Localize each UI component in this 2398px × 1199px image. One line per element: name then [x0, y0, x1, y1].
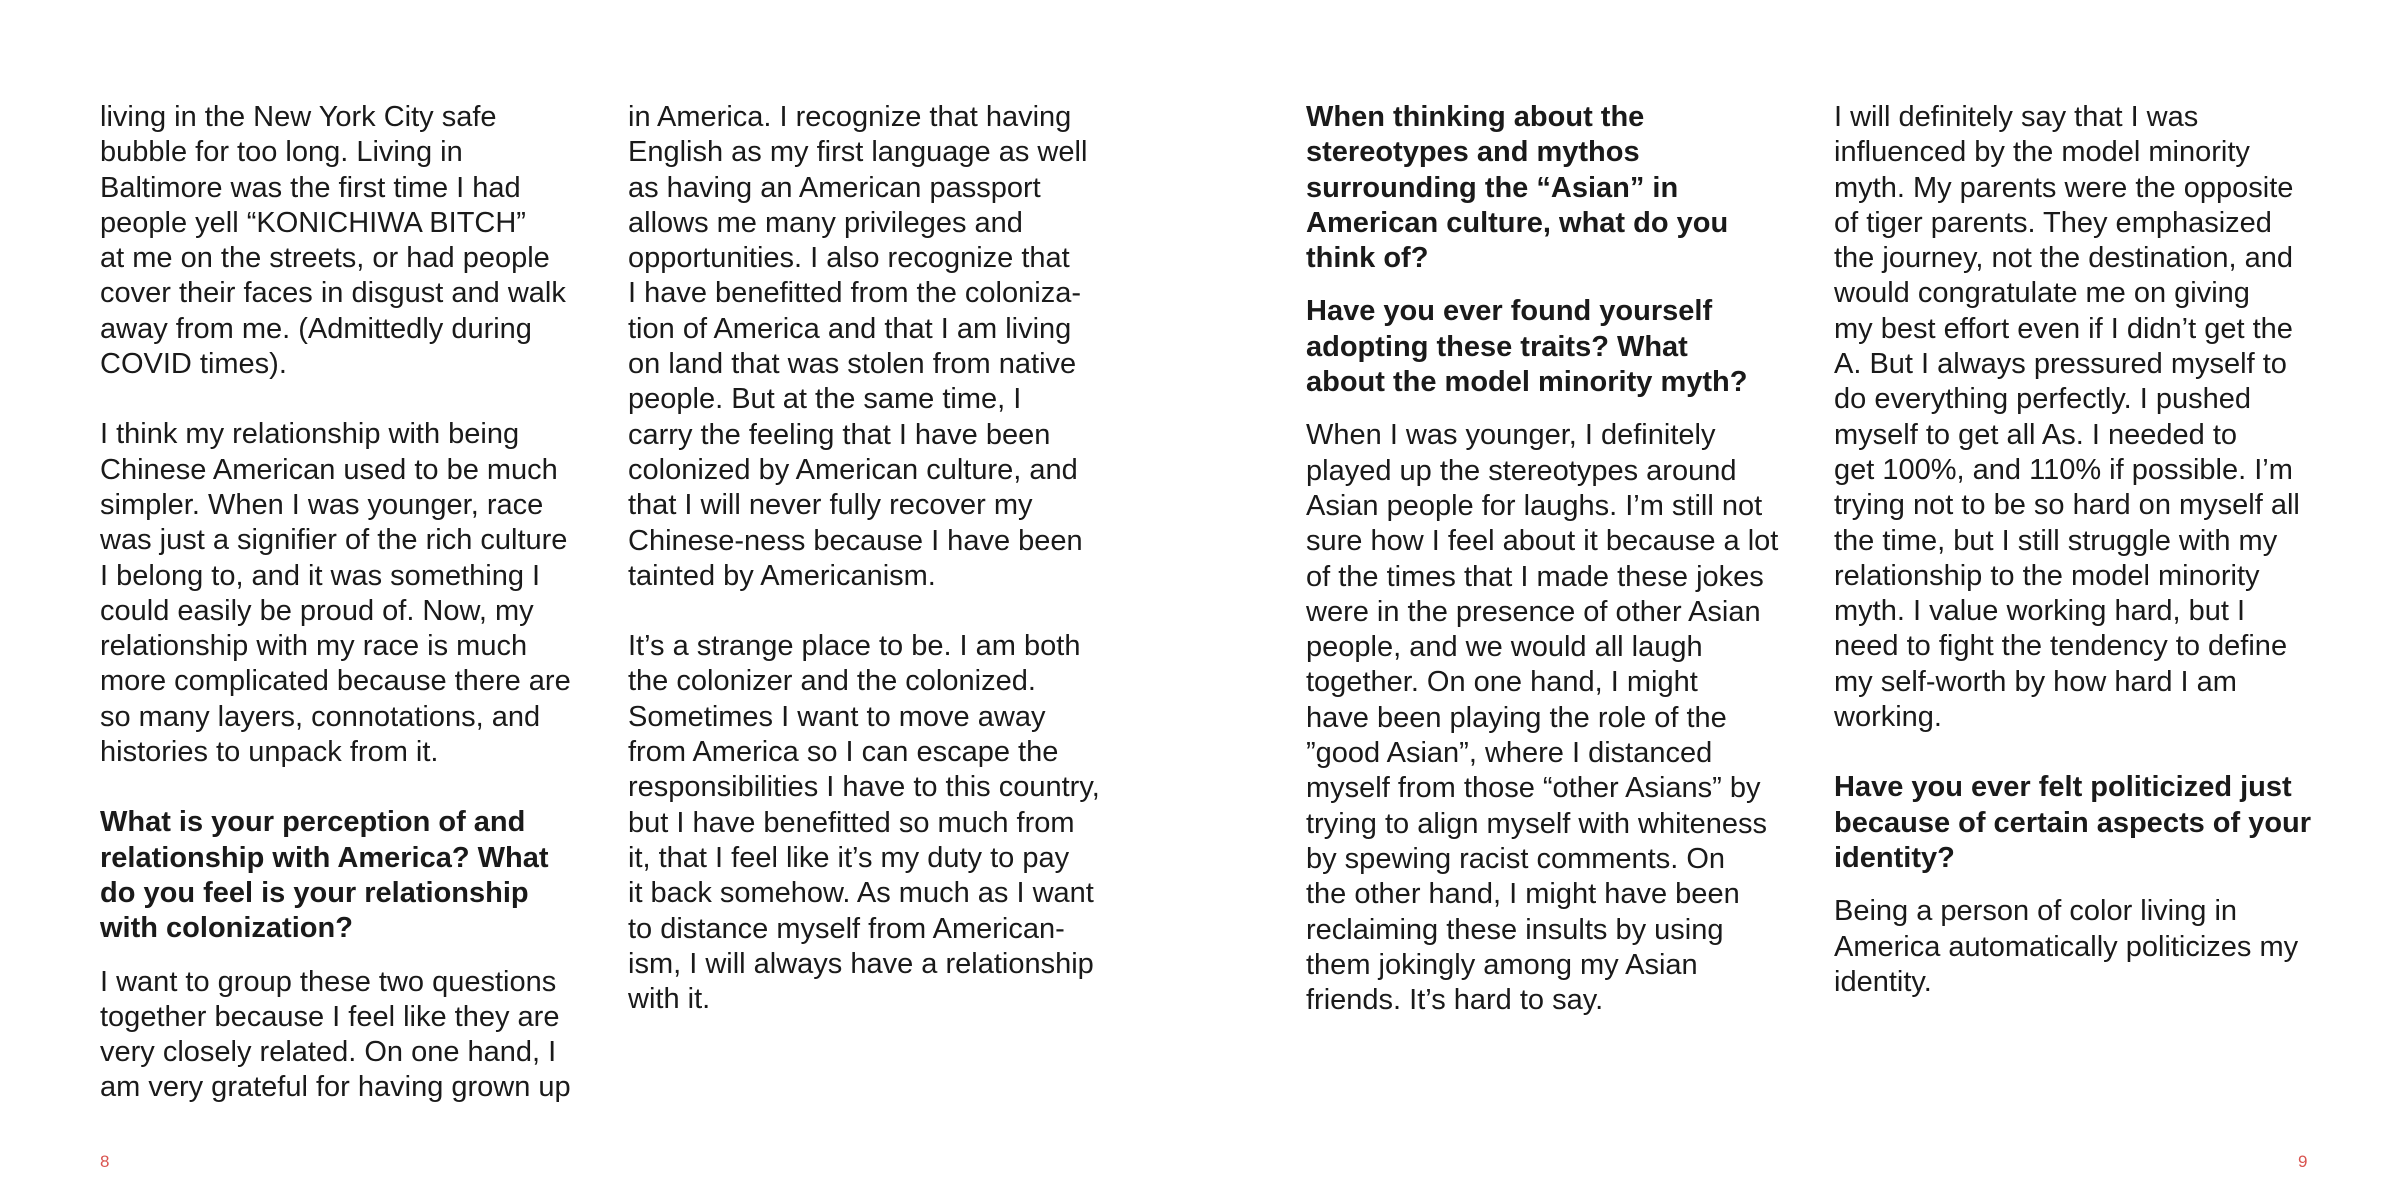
- body-paragraph: in America. I recognize that having English as my first language as well as having an American passport allows me many privileges and opportunities. I also recognize that I have benefitted from the coloniza- tion of America and that I am living on land that was stolen from native people. But at the same time, I carry the feeling that I have been colonized by American culture, and that I will never fully recover my Chinese-ness because I have been tainted by Americanism.: [628, 101, 1088, 592]
- interview-question: Have you ever found yourself adopting these traits? What about the model minority myth?: [1306, 295, 1748, 399]
- body-paragraph: I think my relationship with being Chinese American used to be much simpler. When I was younger, race was just a signifier of the rich culture I belong to, and it was something I could easily be proud of. Now, my relationship with my race is much more complicated because there are so many layers, connotations, and histories to unpack from it.: [100, 418, 571, 769]
- right-page-column-1: [1306, 100, 1792, 1018]
- left-page-column-2: [628, 100, 1114, 1017]
- body-paragraph: living in the New York City safe bubble for too long. Living in Baltimore was the first time I had people yell “KONICHIWA BITCH” at me on the streets, or had people cover their faces in disgust and walk away from me. (Admittedly during COVID times).: [100, 101, 566, 381]
- page-number-left: 8: [100, 1152, 110, 1171]
- interview-question: What is your perception of and relationship with America? What do you feel is your relationship with colonization?: [100, 806, 549, 945]
- body-paragraph: When I was younger, I definitely played up the stereotypes around Asian people for laughs. I’m still not sure how I feel about it because a lot of the times that I made these jokes were in the presence of other Asian people, and we would all laugh together. On one hand, I might have been playing the role of the ”good Asian”, where I distanced myself from those “other Asians” by trying to align myself with whiteness by spewing racist comments. On the other hand, I might have been reclaiming these insults by using them jokingly among my Asian friends. It’s hard to say.: [1306, 419, 1779, 1017]
- interview-question: When thinking about the stereotypes and mythos surrounding the “Asian” in American culture, what do you think of?: [1306, 101, 1729, 275]
- body-paragraph: It’s a strange place to be. I am both the colonizer and the colonized. Sometimes I want to move away from America so I can escape the responsibilities I have to this country, but I have benefitted so much from it, that I feel like it’s my duty to pay it back somehow. As much as I want to distance myself from American- ism, I will always have a relationship with it.: [628, 630, 1100, 1016]
- page-number-right: 9: [2298, 1152, 2308, 1171]
- body-paragraph: Being a person of color living in America automatically politicizes my identity.: [1834, 895, 2299, 998]
- right-page-column-2: [1834, 100, 2320, 1000]
- left-page-column-1: [100, 100, 586, 1106]
- interview-question: Have you ever felt politicized just because of certain aspects of your identity?: [1834, 771, 2312, 874]
- body-paragraph: I will definitely say that I was influenced by the model minority myth. My parents were the opposite of tiger parents. They emphasized the journey, not the destination, and would congratulate me on giving my best effort even if I didn’t get the A. But I always pressured myself to do everything perfectly. I pushed myself to get all As. I needed to get 100%, and 110% if possible. I’m trying not to be so hard on myself all the time, but I still struggle with my relationship to the model minority myth. I value working hard, but I need to fight the tendency to define my self-worth by how hard I am working.: [1834, 101, 2300, 734]
- body-paragraph: I want to group these two questions together because I feel like they are very closely related. On one hand, I am very grateful for having grown up: [100, 965, 571, 1104]
